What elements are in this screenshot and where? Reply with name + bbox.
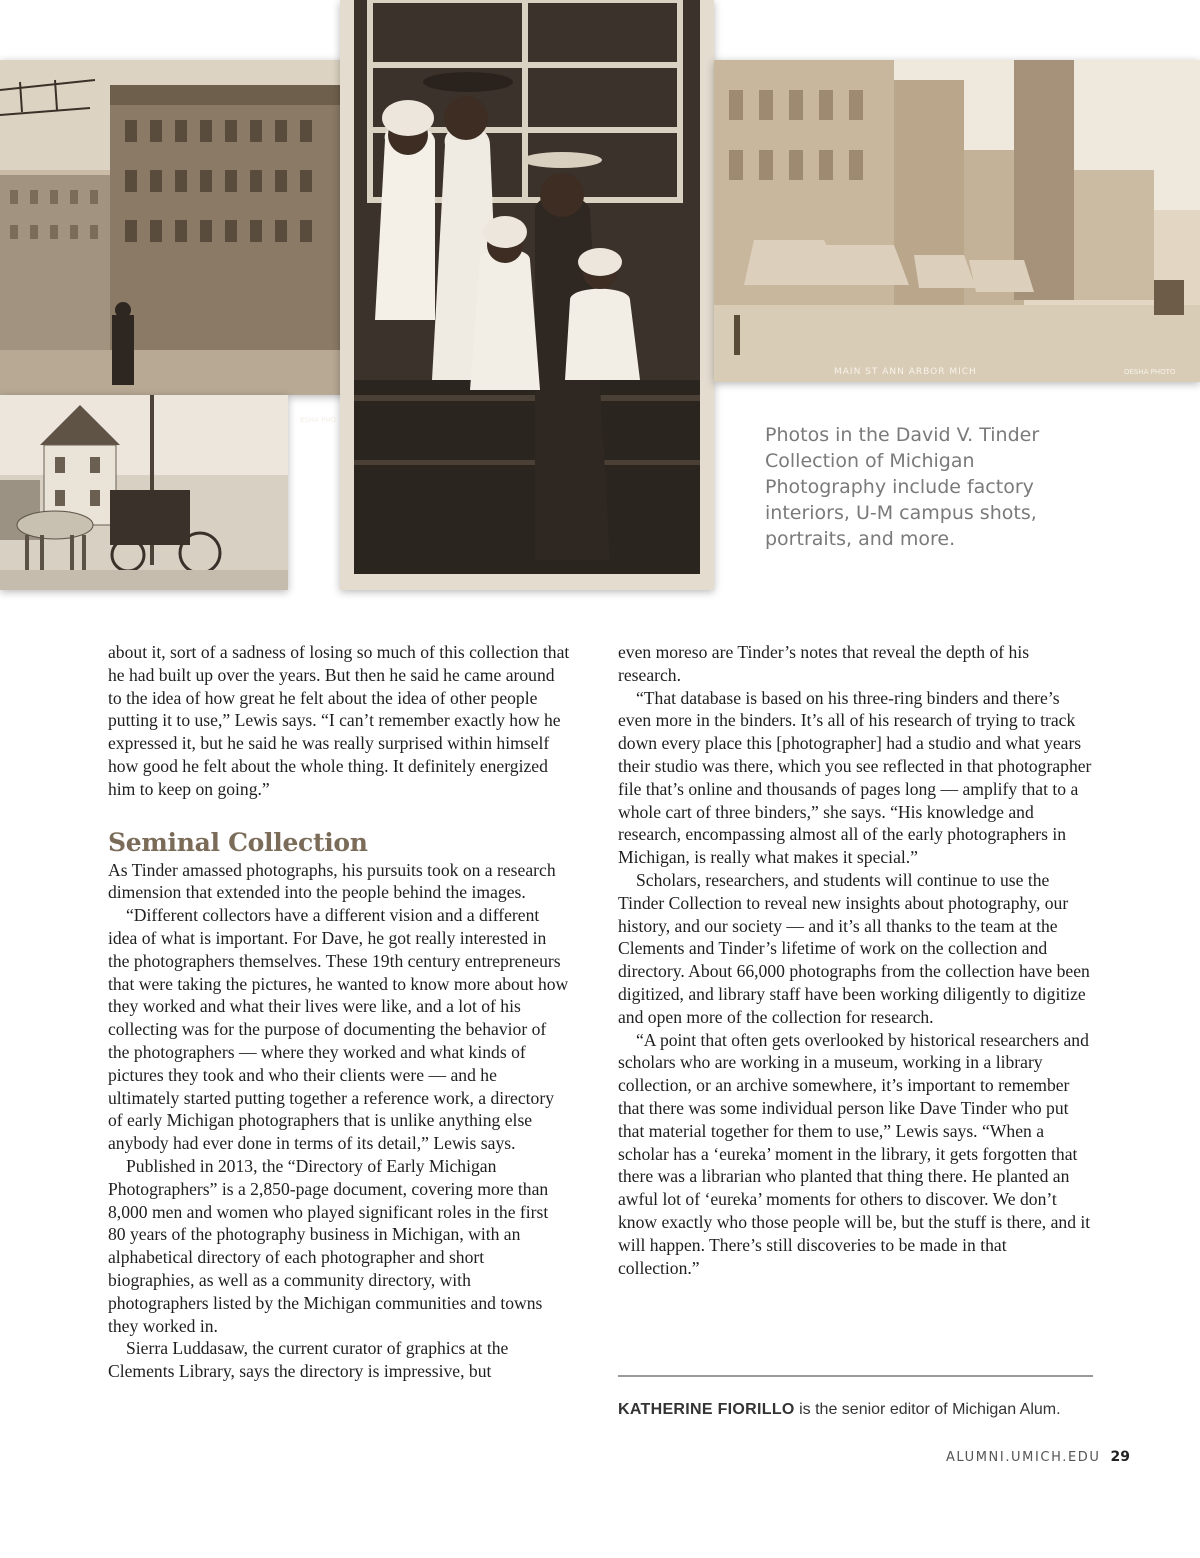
photo-imprint-3: OESHA PHOTO (1124, 368, 1176, 376)
photo-house-wagon (0, 395, 288, 590)
footer-site: ALUMNI.UMICH.EDU (945, 1450, 1101, 1465)
author-name: KATHERINE FIORILLO (618, 1401, 795, 1418)
author-bio-text: is the senior editor of Michigan Alum. (794, 1401, 1061, 1418)
photo-family-portrait (340, 0, 714, 590)
paragraph: Scholars, researchers, and students will continue to use the Tinder Collection to reveal new insights about photography, our history, and our society — and it’s all thanks to the team at the Clements and Tinder’s lifetime of work on the collection and directory. About 66,000 photographs from the collection have been digitized, and library staff have been working diligently to digitize and open more of the collection for research. (618, 869, 1090, 1027)
section-heading: Seminal Collection (108, 827, 368, 857)
paragraph: about it, sort of a sadness of losing so much of this collection that he had built up over the years. But then he said he came around to the idea of how great he felt about the idea of other people putting it to use,” Lewis says. “I can’t remember exactly how he expressed it, but he said he was really surprised within himself how good he felt about the whole thing. It definitely energized him to keep on going.” (108, 642, 570, 799)
divider (618, 1375, 1093, 1377)
paragraph: “That database is based on his three-ring binders and there’s even more in the binders. It’s all of his research of trying to track down every place this [photographer] had a studio and what years their studio was there, which you see reflected in that photographer file that’s online and thousands of pages long — amplify that to a whole cart of three binders,” she says. “His knowledge and research, encompassing almost all of the early photographers in Michigan, is really what makes it special.” (618, 687, 1092, 868)
photo-street-biplane (0, 60, 345, 424)
paragraph: “Different collectors have a different vision and a different idea of what is important. For Dave, he got really interested in the photographers themselves. These 19th century entrepreneurs that were taking the pictures, he wanted to know more about how they worked and what their lives were like, and a lot of his collecting was for the purpose of documenting the behavior of the photographers — where they worked and what kinds of pictures they took and who their clients were — and he ultimately started putting together a reference work, a directory of early Michigan photographers that is unlike anything else anybody had ever done in terms of its detail,” Lewis says. (108, 905, 569, 1154)
photo-main-street (714, 60, 1200, 382)
photo-imprint-1: ESHA PHO (300, 416, 337, 424)
paragraph: even moreso are Tinder’s notes that reveal the depth of his research. (618, 642, 1030, 685)
paragraph: “A point that often gets overlooked by historical researchers and scholars who are working in a museum, working in a library collection, or an archive somewhere, it’s important to remember that there was some individual person like Dave Tinder who put that material together for them to use,” Lewis says. “When a scholar has a ‘eureka’ moment in the library, it gets forgotten that there was a librarian who planted that thing there. He planted an awful lot of ‘eureka’ moments for others to discover. We don’t know exactly who those people will be, but the stuff is there, and it will happen. There’s still discoveries to be made in that collection.” (618, 1029, 1091, 1278)
page-number: 29 (1110, 1449, 1130, 1465)
article-column-left (108, 641, 570, 1383)
paragraph: Sierra Luddasaw, the current curator of graphics at the Clements Library, says the directory is impressive, but (108, 1338, 509, 1382)
paragraph: As Tinder amassed photographs, his pursuits took on a research dimension that extended into the people behind the images. (108, 859, 556, 903)
paragraph: Published in 2013, the “Directory of Early Michigan Photographers” is a 2,850-page document, covering more than 8,000 men and women who played significant roles in the first 80 years of the photography business in Michigan, with an alphabetical directory of each photographer and short biographies, as well as a community directory, with photographers listed by the Michigan communities and towns they worked in. (108, 1155, 549, 1336)
author-bio (618, 1399, 1118, 1421)
article-column-right (618, 641, 1092, 1279)
photo-caption: Photos in the David V. Tinder Collection of Michigan Photography include factory interiors, U-M campus shots, portraits, and more. (765, 424, 1040, 550)
page-footer (946, 1449, 1130, 1465)
photo-imprint-2: MAIN ST ANN ARBOR MICH (834, 367, 977, 377)
